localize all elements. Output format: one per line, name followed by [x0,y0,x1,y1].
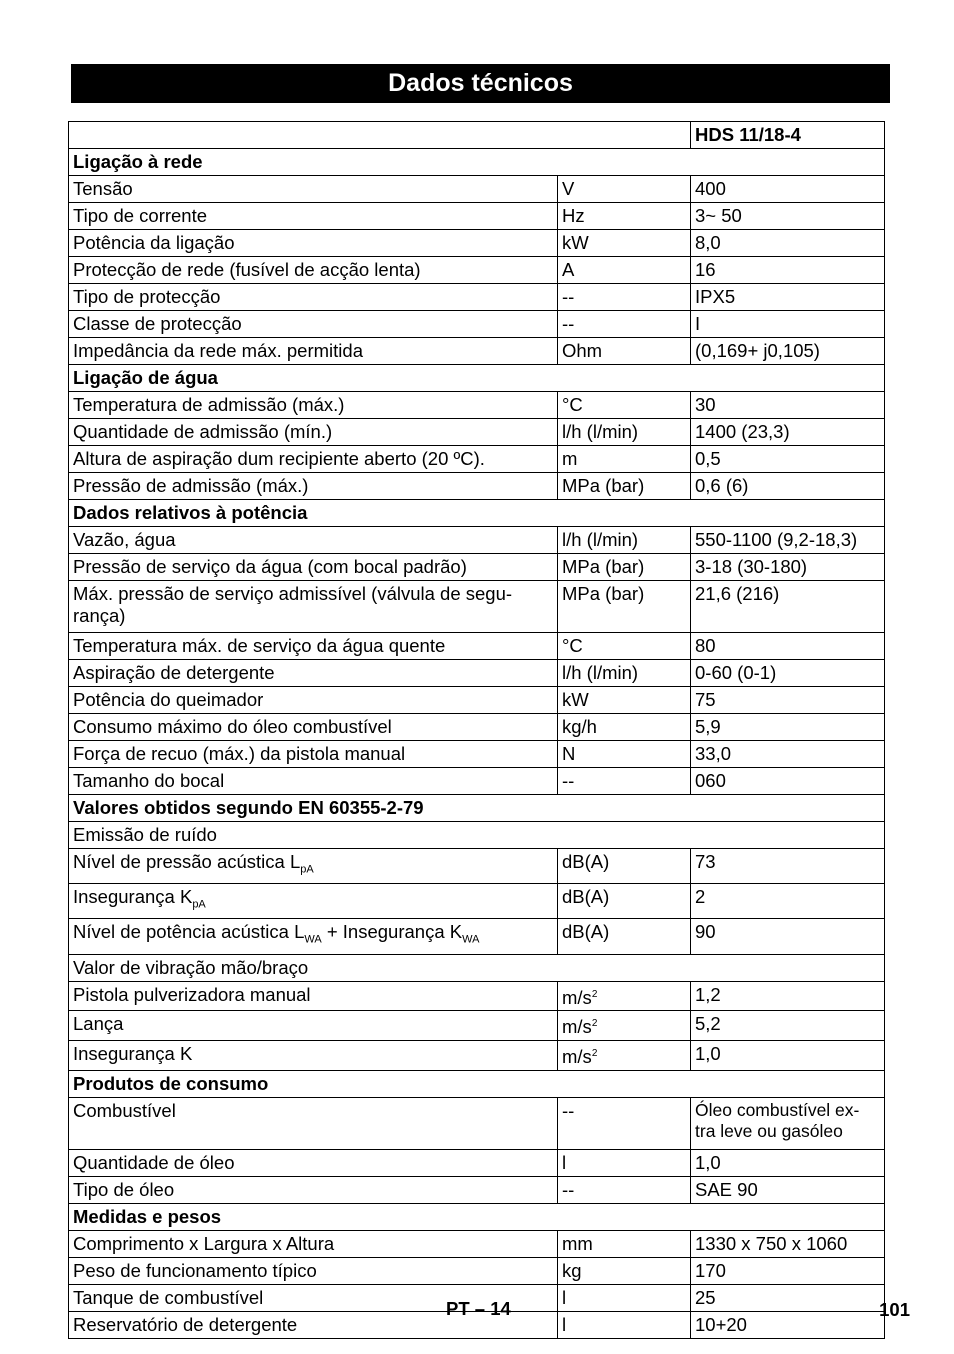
table-row [69,981,885,1011]
section-row [69,1070,885,1097]
row-value: 3~ 50 [691,203,885,230]
row-value: 5,9 [691,714,885,741]
row-value: 0,5 [691,446,885,473]
row-label: Valor de vibração mão/braço [69,954,885,981]
row-value: IPX5 [691,284,885,311]
row-value: 1,2 [691,981,885,1011]
row-label: Tanque de combustível [69,1284,558,1311]
row-unit: dB(A) [558,919,691,954]
row-unit: MPa (bar) [558,581,691,633]
table-row [69,527,885,554]
unit-superscript: 2 [591,988,598,1000]
row-unit: -- [558,1097,691,1149]
table-row [69,768,885,795]
section-row [69,795,885,822]
row-label: Reservatório de detergente [69,1311,558,1338]
unit-text: m/s [562,1016,592,1038]
row-label: Lança [69,1011,558,1041]
row-label-subscript: WA [462,934,480,947]
header-blank-cell [69,122,691,149]
row-value: 16 [691,257,885,284]
row-unit: A [558,257,691,284]
row-value: 1,0 [691,1040,885,1070]
section-row [69,149,885,176]
row-unit: Hz [558,203,691,230]
unit-text: m/s [562,986,592,1008]
table-row [69,230,885,257]
row-unit: kW [558,230,691,257]
row-label [69,919,558,954]
row-label-subscript: pA [300,863,314,876]
table-row [69,741,885,768]
row-label: Vazão, água [69,527,558,554]
table-row [69,954,885,981]
row-unit: l/h (l/min) [558,527,691,554]
section-row [69,1203,885,1230]
row-unit: MPa (bar) [558,554,691,581]
row-label: Emissão de ruído [69,822,885,849]
row-label: Insegurança K [69,1040,558,1070]
row-unit: l [558,1284,691,1311]
table-row [69,1230,885,1257]
table-row [69,1257,885,1284]
row-label: Consumo máximo do óleo combustível [69,714,558,741]
row-value: 5,2 [691,1011,885,1041]
table-row [69,284,885,311]
row-unit: l/h (l/min) [558,660,691,687]
row-label: Peso de funcionamento típico [69,1257,558,1284]
row-label: Combustível [69,1097,558,1149]
table-row [69,660,885,687]
row-value: 2 [691,884,885,919]
row-value: 0-60 (0-1) [691,660,885,687]
row-label: Comprimento x Largura x Altura [69,1230,558,1257]
row-label-subscript: pA [192,898,206,911]
row-unit [558,981,691,1011]
section-heading: Produtos de consumo [69,1070,885,1097]
row-label-text: Nível de pressão acústica L [73,851,301,872]
technical-data-table [68,121,885,1339]
unit-text: m/s [562,1046,592,1068]
row-value: 060 [691,768,885,795]
row-unit: l/h (l/min) [558,419,691,446]
row-label: Força de recuo (máx.) da pistola manual [69,741,558,768]
row-value: 3-18 (30-180) [691,554,885,581]
row-label: Pistola pulverizadora manual [69,981,558,1011]
table-row [69,633,885,660]
row-value-line1: Óleo combustível ex- [695,1099,860,1120]
row-label: Impedância da rede máx. permitida [69,338,558,365]
row-unit: -- [558,1176,691,1203]
table-row [69,1011,885,1041]
row-unit: V [558,176,691,203]
row-value: 0,6 (6) [691,473,885,500]
row-label: Temperatura de admissão (máx.) [69,392,558,419]
table-row [69,473,885,500]
row-label: Potência do queimador [69,687,558,714]
row-unit: °C [558,392,691,419]
row-unit: l [558,1311,691,1338]
row-label: Tipo de óleo [69,1176,558,1203]
table-row [69,1040,885,1070]
table-row [69,338,885,365]
row-label: Classe de protecção [69,311,558,338]
row-unit: -- [558,284,691,311]
table-row [69,919,885,954]
row-value: 80 [691,633,885,660]
row-value: 170 [691,1257,885,1284]
section-row [69,365,885,392]
section-heading: Ligação de água [69,365,885,392]
row-unit [558,1040,691,1070]
row-unit: l [558,1149,691,1176]
row-value: 550-1100 (9,2-18,3) [691,527,885,554]
row-value: 90 [691,919,885,954]
row-unit: MPa (bar) [558,473,691,500]
row-label-line1: Máx. pressão de serviço admissível (válvula de segu- [73,583,513,604]
row-value: 8,0 [691,230,885,257]
row-unit [558,1011,691,1041]
table-row [69,446,885,473]
row-value: 21,6 (216) [691,581,885,633]
table-row [69,1149,885,1176]
row-value: 1,0 [691,1149,885,1176]
section-row [69,500,885,527]
row-value: (0,169+ j0,105) [691,338,885,365]
row-unit: mm [558,1230,691,1257]
section-heading: Valores obtidos segundo EN 60355-2-79 [69,795,885,822]
table-row [69,311,885,338]
table-row [69,884,885,919]
table-row [69,714,885,741]
row-label: Quantidade de admissão (mín.) [69,419,558,446]
row-label: Pressão de serviço da água (com bocal padrão) [69,554,558,581]
table-row [69,687,885,714]
unit-superscript: 2 [591,1047,598,1059]
row-label-text-mid: + Insegurança K [321,921,463,943]
footer-section-label: PT – 14 [446,1298,511,1319]
row-label: Tamanho do bocal [69,768,558,795]
row-label-subscript: WA [304,934,322,947]
row-value: 400 [691,176,885,203]
row-label: Quantidade de óleo [69,1149,558,1176]
table-row [69,176,885,203]
table-row [69,849,885,884]
row-label [69,849,558,884]
row-value: 1400 (23,3) [691,419,885,446]
row-label: Tipo de protecção [69,284,558,311]
unit-superscript: 2 [591,1018,598,1030]
table-row [69,822,885,849]
row-value: 30 [691,392,885,419]
table-header-row [69,122,885,149]
row-value: I [691,311,885,338]
row-value: 10+20 [691,1311,885,1338]
row-label: Aspiração de detergente [69,660,558,687]
section-heading: Dados relativos à potência [69,500,885,527]
row-label [69,884,558,919]
table-row [69,554,885,581]
table-row [69,1097,885,1149]
page-number: 101 [879,1299,910,1320]
row-label-text: Nível de potência acústica L [73,921,305,943]
row-label: Tensão [69,176,558,203]
row-label: Potência da ligação [69,230,558,257]
row-value: 25 [691,1284,885,1311]
table-row [69,392,885,419]
row-unit: kW [558,687,691,714]
table-row [69,203,885,230]
row-label-text: Insegurança K [73,886,193,908]
row-value: 1330 x 750 x 1060 [691,1230,885,1257]
row-unit: dB(A) [558,849,691,884]
row-unit: dB(A) [558,884,691,919]
table-row [69,419,885,446]
row-unit: Ohm [558,338,691,365]
row-label-line2: rança) [73,604,126,626]
row-unit: kg [558,1257,691,1284]
row-label [69,581,558,633]
row-label: Temperatura máx. de serviço da água quente [69,633,558,660]
page-title: Dados técnicos [71,64,890,103]
row-value: SAE 90 [691,1176,885,1203]
row-value: 73 [691,849,885,884]
row-unit: -- [558,311,691,338]
section-heading: Medidas e pesos [69,1203,885,1230]
row-label: Pressão de admissão (máx.) [69,473,558,500]
row-value [691,1097,885,1149]
row-label: Altura de aspiração dum recipiente aberto (20 ºC). [69,446,558,473]
model-name: HDS 11/18-4 [691,122,885,149]
row-unit: °C [558,633,691,660]
row-value-line2: tra leve ou gasóleo [695,1121,843,1142]
row-unit: kg/h [558,714,691,741]
row-label: Tipo de corrente [69,203,558,230]
table-row [69,257,885,284]
row-unit: N [558,741,691,768]
row-value: 33,0 [691,741,885,768]
section-heading: Ligação à rede [69,149,885,176]
table-row [69,581,885,633]
row-unit: -- [558,768,691,795]
table-row [69,1176,885,1203]
row-unit: m [558,446,691,473]
row-label: Protecção de rede (fusível de acção lenta) [69,257,558,284]
row-value: 75 [691,687,885,714]
